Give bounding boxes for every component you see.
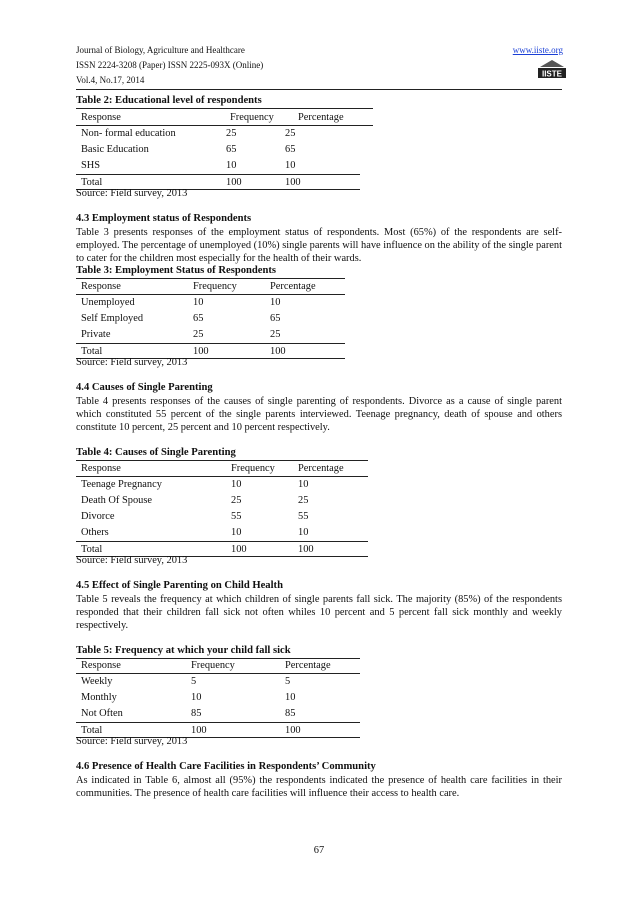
section-heading: 4.4 Causes of Single Parenting: [76, 382, 213, 393]
table3-header-response: Response: [81, 281, 121, 292]
table2-header-frequency: Frequency: [230, 112, 274, 123]
table-cell: 10: [298, 479, 309, 490]
table4-header-response: Response: [81, 463, 121, 474]
table-cell: 55: [298, 511, 309, 522]
table-cell: 10: [270, 297, 281, 308]
table3-header-percentage: Percentage: [270, 281, 316, 292]
table-cell: 65: [285, 144, 296, 155]
section-paragraph: Table 3 presents responses of the employment status of respondents. Most (65%) of the respondents are self-employed. The percentage of unemployed (10%) single parents will have influence on the ability of the single parent to cater for the children most especially for the health of their wards.: [76, 227, 562, 265]
table3-top-rule: [76, 278, 345, 279]
table3-caption: Table 3: Employment Status of Respondents: [76, 265, 277, 276]
table2-header-percentage: Percentage: [298, 112, 344, 123]
table-cell: 25: [193, 329, 204, 340]
table-cell: 100: [270, 346, 286, 357]
table-cell: 100: [191, 725, 207, 736]
table3-header-frequency: Frequency: [193, 281, 237, 292]
journal-title: Journal of Biology, Agriculture and Healthcare: [76, 45, 245, 55]
table5-caption: Table 5: Frequency at which your child fall sick: [76, 645, 291, 656]
table-cell: 100: [226, 177, 242, 188]
table-cell: 5: [285, 676, 291, 687]
journal-volume: Vol.4, No.17, 2014: [76, 75, 145, 85]
table-cell: 55: [231, 511, 242, 522]
table-cell: 10: [298, 527, 309, 538]
table-cell: 10: [191, 692, 202, 703]
table-cell: 65: [193, 313, 204, 324]
table2-header-rule: [76, 125, 373, 126]
table-cell: 25: [298, 495, 309, 506]
table5-header-frequency: Frequency: [191, 660, 235, 671]
table2-header-response: Response: [81, 112, 121, 123]
table3-source: Source: Field survey, 2013: [76, 357, 188, 368]
table-cell: 10: [231, 527, 242, 538]
table5-source: Source: Field survey, 2013: [76, 736, 188, 747]
iiste-logo: [537, 59, 567, 79]
table-cell: 100: [285, 725, 301, 736]
header-divider: [76, 89, 562, 90]
table4-header-percentage: Percentage: [298, 463, 344, 474]
table-cell: 25: [270, 329, 281, 340]
table4-total-rule: [76, 541, 368, 542]
table-cell: Unemployed: [81, 297, 135, 308]
table-cell: Total: [81, 177, 103, 188]
table-cell: Not Often: [81, 708, 123, 719]
table-cell: 85: [191, 708, 202, 719]
table4-header-rule: [76, 476, 368, 477]
section-paragraph: Table 5 reveals the frequency at which children of single parents fall sick. The majority (85%) of the respondents responded that their children fall sick not often whiles 10 percent and 5 percent fall sick monthly and weekly respectively.: [76, 594, 562, 632]
table5-header-percentage: Percentage: [285, 660, 331, 671]
section-paragraph: As indicated in Table 6, almost all (95%) the respondents indicated the presence of health care facilities in their communities. The presence of health care facilities will influence their access to health care.: [76, 775, 562, 800]
table5-total-rule: [76, 722, 360, 723]
table-cell: Total: [81, 346, 103, 357]
table-cell: 10: [226, 160, 237, 171]
table2-source: Source: Field survey, 2013: [76, 188, 188, 199]
table-cell: 10: [231, 479, 242, 490]
table-cell: Teenage Pregnancy: [81, 479, 162, 490]
table-cell: 10: [193, 297, 204, 308]
table3-total-rule: [76, 343, 345, 344]
table-cell: 25: [285, 128, 296, 139]
table-cell: 10: [285, 160, 296, 171]
table-cell: Total: [81, 544, 103, 555]
table-cell: Death Of Spouse: [81, 495, 152, 506]
table-cell: 100: [231, 544, 247, 555]
table2-caption: Table 2: Educational level of respondents: [76, 95, 262, 106]
table-cell: 85: [285, 708, 296, 719]
table-cell: 25: [231, 495, 242, 506]
section-paragraph: Table 4 presents responses of the causes of single parenting of respondents. Divorce as a cause of single parent which constituted 55 percent of the single parents interviewed. Teenage pregnancy, death of spouse and others constitute 10 percent, 25 percent and 10 percent respectively.: [76, 396, 562, 434]
table-cell: 25: [226, 128, 237, 139]
table-cell: 65: [270, 313, 281, 324]
table-cell: 100: [285, 177, 301, 188]
table-cell: 100: [193, 346, 209, 357]
table-cell: Monthly: [81, 692, 117, 703]
table-cell: 65: [226, 144, 237, 155]
table4-caption: Table 4: Causes of Single Parenting: [76, 447, 236, 458]
table4-header-frequency: Frequency: [231, 463, 275, 474]
section-heading: 4.5 Effect of Single Parenting on Child Health: [76, 580, 283, 591]
table-cell: Basic Education: [81, 144, 149, 155]
table5-header-response: Response: [81, 660, 121, 671]
table5-header-rule: [76, 673, 360, 674]
table-cell: Self Employed: [81, 313, 144, 324]
journal-issn: ISSN 2224-3208 (Paper) ISSN 2225-093X (Online): [76, 60, 264, 70]
table2-total-rule: [76, 174, 360, 175]
table4-top-rule: [76, 460, 368, 461]
table-cell: SHS: [81, 160, 101, 171]
table2-top-rule: [76, 108, 373, 109]
table-cell: Private: [81, 329, 111, 340]
table3-header-rule: [76, 294, 345, 295]
section-heading: 4.6 Presence of Health Care Facilities in Respondents’ Community: [76, 761, 376, 772]
table-cell: 100: [298, 544, 314, 555]
page-number: 67: [313, 845, 325, 856]
table-cell: 5: [191, 676, 197, 687]
table-cell: Total: [81, 725, 103, 736]
section-heading: 4.3 Employment status of Respondents: [76, 213, 252, 224]
website-link[interactable]: www.iiste.org: [512, 45, 563, 55]
table-cell: Weekly: [81, 676, 113, 687]
table-cell: 10: [285, 692, 296, 703]
table4-source: Source: Field survey, 2013: [76, 555, 188, 566]
table-cell: Non- formal education: [81, 128, 176, 139]
table-cell: Others: [81, 527, 109, 538]
svg-text:IISTE: IISTE: [541, 69, 563, 79]
table-cell: Divorce: [81, 511, 115, 522]
table5-top-rule: [76, 658, 360, 659]
